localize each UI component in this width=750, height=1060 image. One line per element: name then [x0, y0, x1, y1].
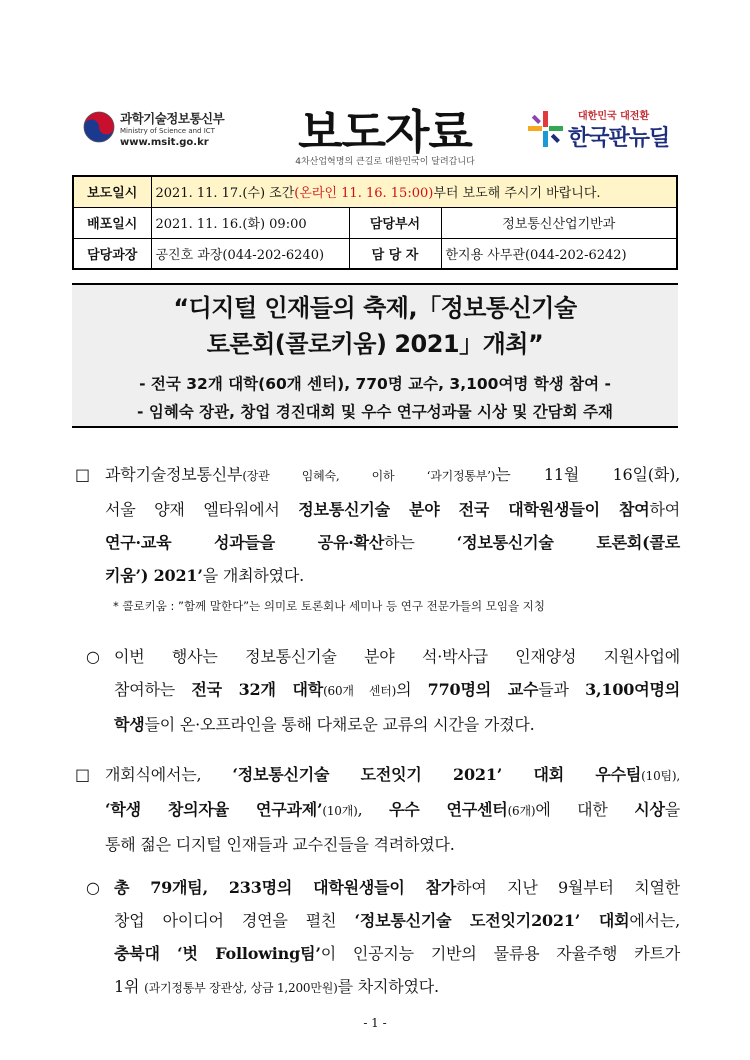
text-run: 통해 젊은 디지털 인재들과 교수진들을 격려하였다. — [105, 835, 455, 854]
paragraph-line — [105, 559, 680, 592]
text-run: 들과 — [538, 680, 586, 699]
text-run: (과기정통부 장관상, 상금 1,200만원) — [144, 981, 338, 995]
paragraph-line — [114, 904, 680, 937]
release-date-value — [151, 176, 677, 207]
text-run: 과학기술정보통신부 — [105, 465, 243, 484]
release-info-table — [72, 175, 678, 270]
subheadline-2: - 임혜숙 장관, 창업 경진대회 및 우수 연구성과물 시상 및 간담회 주재 — [137, 403, 613, 421]
page-title: 보도자료 — [298, 105, 472, 159]
text-run: 들이 온·오프라인을 통해 다채로운 교류의 시간을 가졌다. — [144, 715, 535, 734]
emphasis: ‘정보통신기술 도전잇기2021’ 대회 — [354, 911, 630, 930]
slogan: 4차산업혁명의 큰길로 대한민국이 달려갑니다 — [295, 157, 475, 167]
emphasis: 3,100여명의 — [585, 680, 680, 699]
emphasis: 키움’) 2021’ — [105, 566, 203, 585]
paragraph-4 — [86, 871, 680, 1005]
text-run: 이번 행사는 정보통신기술 분야 석·박사급 인재양성 지원사업에 — [114, 647, 680, 666]
ministry-logo — [82, 108, 272, 154]
text-run: 하여 — [649, 500, 681, 519]
distribution-value: 2021. 11. 16.(화) 09:00 — [151, 207, 349, 238]
text-run: 의 — [396, 680, 428, 699]
emphasis: ‘정보통신기술 도전잇기 2021’ 대회 우수팀 — [232, 765, 642, 784]
text-run: (10팀), — [641, 769, 681, 783]
emphasis: 시상 — [634, 800, 665, 819]
paragraph-line — [114, 937, 680, 970]
text-run: 참여하는 — [114, 680, 192, 699]
circle-bullet: ○ — [86, 647, 100, 666]
emphasis: ‘학생 창의자율 연구과제’ — [105, 800, 323, 819]
text-run: 에서는, — [629, 911, 680, 930]
paragraph-line — [105, 493, 680, 526]
online-release-time: (온라인 11. 16. 15:00) — [294, 186, 434, 202]
text-run: 을 — [664, 800, 680, 819]
release-date-label: 보도일시 — [73, 176, 151, 207]
distribution-label: 배포일시 — [73, 207, 151, 238]
text-run: 하여 지난 9월부터 치열한 — [456, 878, 680, 897]
text-run: 는 11월 16일(화), — [495, 465, 681, 484]
release-date-row — [73, 176, 677, 207]
paragraph-line — [114, 708, 680, 741]
newdeal-title: 한국판뉴딜 — [568, 126, 670, 151]
paragraph-line — [114, 673, 680, 708]
contact-person-label: 담 당 자 — [349, 238, 441, 269]
emphasis: ‘정보통신기술 토론회(콜로 — [456, 533, 680, 552]
distribution-row — [73, 207, 677, 238]
emphasis: 총 79개팀, 233명의 대학원생들이 참가 — [114, 878, 457, 897]
contact-row — [73, 238, 677, 269]
release-request: 부터 보도해 주시기 바랍니다. — [433, 186, 601, 202]
emphasis: 우수 연구센터 — [389, 800, 508, 819]
paragraph-line — [114, 970, 680, 1005]
paragraph-line — [114, 640, 680, 673]
section-chief-label: 담당과장 — [73, 238, 151, 269]
text-run: 서울 양재 엘타워에서 — [105, 500, 299, 519]
ministry-english-name: Ministry of Science and ICT — [120, 127, 215, 135]
paragraph-line — [105, 526, 680, 559]
text-run: , — [357, 800, 389, 819]
department-label: 담당부서 — [349, 207, 441, 238]
text-run: (장관 임혜숙, 이하 ‘과기정통부’) — [242, 469, 496, 483]
text-run: 1위 — [114, 977, 145, 996]
text-run: 에 대한 — [535, 800, 635, 819]
emphasis: 정보통신기술 분야 전국 대학원생들이 참여 — [298, 500, 650, 519]
headline-line-2: 토론회(콜로키움) 2021」개최” — [206, 330, 544, 358]
department-value: 정보통신산업기반과 — [441, 207, 677, 238]
paragraph-line — [105, 758, 680, 793]
text-run: 개회식에서는, — [105, 765, 233, 784]
page-number: - 1 - — [363, 1016, 387, 1030]
circle-bullet: ○ — [86, 878, 100, 897]
text-run: 이 인공지능 기반의 물류용 자율주행 카트가 — [320, 944, 680, 963]
headline-box — [72, 283, 678, 428]
headline-line-1: “디지털 인재들의 축제,「정보통신기술 — [173, 294, 577, 322]
paragraph-line — [105, 458, 680, 493]
text-run: 하는 — [384, 533, 457, 552]
paragraph-2 — [86, 640, 680, 741]
paragraph-line — [114, 871, 680, 904]
emphasis: 연구·교육 성과들을 공유·확산 — [105, 533, 385, 552]
emphasis: 전국 32개 대학 — [191, 680, 324, 699]
paragraph-line — [105, 793, 680, 828]
paragraph-3 — [75, 758, 680, 861]
paragraph-line — [105, 828, 680, 861]
taegeuk-emblem-icon — [82, 110, 116, 144]
text-run: 를 차지하였다. — [337, 977, 439, 996]
emphasis: 학생 — [114, 715, 145, 734]
text-run: 창업 아이디어 경연을 펼친 — [114, 911, 355, 930]
emphasis: 770명의 교수 — [427, 680, 539, 699]
text-run: (60개 센터) — [323, 684, 397, 698]
contact-person-value: 한지용 사무관(044-202-6242) — [441, 238, 677, 269]
paragraph-1 — [75, 458, 680, 592]
subheadline-1: - 전국 32개 대학(60개 센터), 770명 교수, 3,100여명 학생 참여 - — [139, 375, 611, 393]
release-date: 2021. 11. 17.(수) 조간 — [155, 186, 295, 202]
footnote: * 콜로키움 : ”함께 말한다”는 의미로 토론회나 세미나 등 연구 전문가들의 모임을 지칭 — [113, 599, 545, 613]
newdeal-star-icon — [528, 109, 564, 149]
text-run: (6개) — [507, 804, 536, 818]
header — [0, 0, 750, 175]
square-bullet: □ — [75, 765, 90, 784]
emphasis: 충북대 ‘벗 Following팀’ — [114, 944, 321, 963]
newdeal-logo — [528, 105, 688, 155]
text-run: (10개) — [322, 804, 358, 818]
square-bullet: □ — [75, 465, 90, 484]
ministry-url: www.msit.go.kr — [120, 137, 209, 148]
ministry-name: 과학기술정보통신부 — [120, 111, 225, 126]
newdeal-subtitle: 대한민국 대전환 — [578, 111, 650, 122]
text-run: 을 개최하였다. — [202, 566, 305, 585]
section-chief-value: 공진호 과장(044-202-6240) — [151, 238, 349, 269]
